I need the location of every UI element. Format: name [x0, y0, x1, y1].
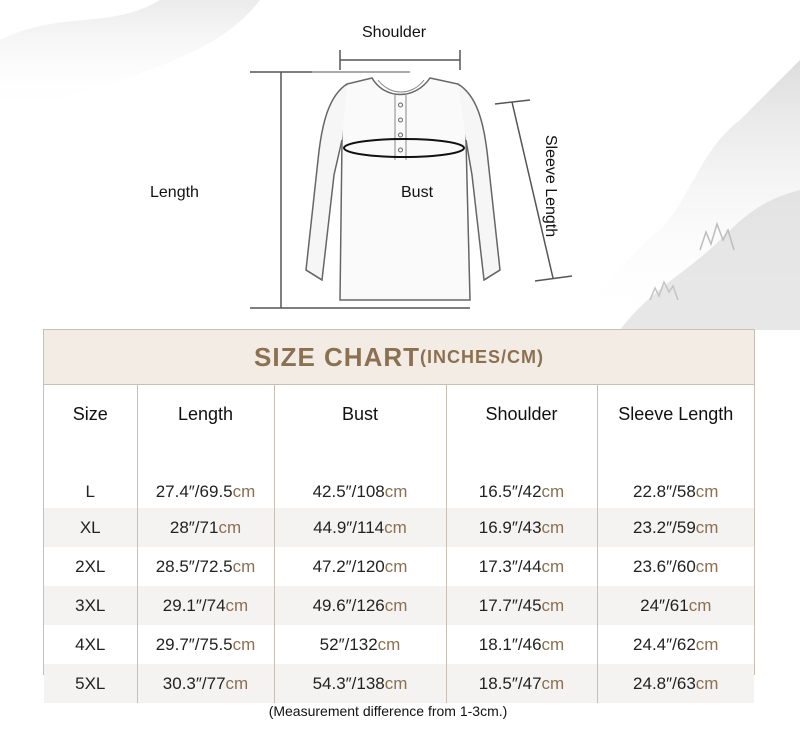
table-row — [44, 625, 754, 664]
bust-value: 49.6″/126 — [312, 595, 385, 615]
length-value: 27.4″/69.5 — [155, 482, 233, 501]
header-bust: Bust — [274, 385, 446, 443]
cm-unit: cm — [688, 595, 712, 615]
bust-value: 54.3″/138 — [312, 673, 385, 693]
length-label: Length — [150, 184, 199, 201]
shoulder-cell — [446, 664, 597, 703]
length-cell — [137, 547, 274, 586]
shoulder-value: 16.5″/42 — [478, 482, 542, 501]
size-cell: 5XL — [44, 664, 137, 703]
cm-unit: cm — [695, 673, 719, 693]
bust-value: 42.5″/108 — [312, 482, 385, 501]
bust-cell — [274, 586, 446, 625]
sleeve-cell — [597, 625, 754, 664]
length-cell — [137, 625, 274, 664]
header-sleeve-length: Sleeve Length — [597, 385, 754, 443]
length-value: 28.5″/72.5 — [155, 556, 233, 576]
bust-cell — [274, 547, 446, 586]
cm-unit: cm — [384, 517, 407, 537]
table-row — [44, 586, 754, 625]
shoulder-cell — [446, 625, 597, 664]
size-chart-title-units: (INCHES/CM) — [420, 346, 544, 367]
shoulder-value: 17.3″/44 — [478, 556, 542, 576]
sleeve-cell — [597, 547, 754, 586]
sleeve-value: 23.2″/59 — [633, 517, 696, 537]
bust-label: Bust — [401, 184, 434, 201]
cm-unit: cm — [695, 556, 719, 576]
size-cell: 2XL — [44, 547, 137, 586]
cm-unit: cm — [232, 482, 256, 501]
cm-unit: cm — [695, 634, 719, 654]
header-length: Length — [137, 385, 274, 443]
shoulder-label: Shoulder — [362, 24, 427, 41]
sleeve-value: 22.8″/58 — [633, 482, 696, 501]
cm-unit: cm — [541, 556, 565, 576]
shoulder-cell — [446, 508, 597, 547]
bust-value: 52″/132 — [319, 634, 378, 654]
length-cell — [137, 508, 274, 547]
cm-unit: cm — [218, 517, 242, 537]
size-chart — [43, 329, 755, 693]
header-size: Size — [44, 385, 137, 443]
size-table-header-row — [44, 385, 754, 443]
length-cell — [137, 443, 274, 508]
size-table — [44, 385, 754, 703]
bust-cell — [274, 625, 446, 664]
cm-unit: cm — [541, 595, 565, 615]
bust-cell — [274, 443, 446, 508]
length-cell — [137, 586, 274, 625]
header-shoulder: Shoulder — [446, 385, 597, 443]
table-row — [44, 547, 754, 586]
length-value: 28″/71 — [169, 517, 219, 537]
size-chart-title-main: SIZE CHART — [254, 341, 420, 372]
cm-unit: cm — [377, 634, 401, 654]
shoulder-value: 18.1″/46 — [478, 634, 542, 654]
sleeve-value: 24.4″/62 — [633, 634, 696, 654]
cm-unit: cm — [541, 517, 565, 537]
shoulder-value: 17.7″/45 — [478, 595, 542, 615]
measurement-note: (Measurement difference from 1-3cm.) — [268, 703, 508, 719]
bust-value: 44.9″/114 — [313, 517, 385, 537]
bust-cell — [274, 664, 446, 703]
bust-value: 47.2″/120 — [312, 556, 385, 576]
shoulder-value: 16.9″/43 — [478, 517, 542, 537]
sleeve-value: 24″/61 — [640, 595, 689, 615]
cm-unit: cm — [225, 673, 249, 693]
shoulder-cell — [446, 547, 597, 586]
cm-unit: cm — [384, 482, 408, 501]
cm-unit: cm — [232, 634, 256, 654]
size-cell: 3XL — [44, 586, 137, 625]
sleeve-cell — [597, 443, 754, 508]
length-value: 30.3″/77 — [162, 673, 226, 693]
length-value: 29.7″/75.5 — [155, 634, 233, 654]
sleeve-value: 24.8″/63 — [633, 673, 696, 693]
sleeve-cell — [597, 664, 754, 703]
shoulder-cell — [446, 443, 597, 508]
cm-unit: cm — [384, 556, 408, 576]
cm-unit: cm — [225, 595, 249, 615]
length-value: 29.1″/74 — [162, 595, 226, 615]
sleeve-cell — [597, 586, 754, 625]
cm-unit: cm — [384, 595, 408, 615]
cm-unit: cm — [541, 482, 565, 501]
size-table-body — [44, 443, 754, 703]
size-cell: XL — [44, 508, 137, 547]
sleeve-cell — [597, 508, 754, 547]
cm-unit: cm — [695, 482, 719, 501]
cm-unit: cm — [541, 634, 565, 654]
table-row — [44, 443, 754, 508]
bust-cell — [274, 508, 446, 547]
length-cell — [137, 664, 274, 703]
cm-unit: cm — [384, 673, 408, 693]
size-cell: L — [44, 443, 137, 508]
table-row — [44, 664, 754, 703]
garment-diagram — [0, 0, 800, 320]
cm-unit: cm — [695, 517, 719, 537]
size-cell: 4XL — [44, 625, 137, 664]
size-chart-title — [44, 330, 754, 385]
shoulder-value: 18.5″/47 — [478, 673, 542, 693]
cm-unit: cm — [232, 556, 256, 576]
cm-unit: cm — [541, 673, 565, 693]
shoulder-cell — [446, 586, 597, 625]
sleeve-value: 23.6″/60 — [633, 556, 696, 576]
table-row — [44, 508, 754, 547]
sleeve-length-label: Sleeve Length — [542, 134, 559, 238]
